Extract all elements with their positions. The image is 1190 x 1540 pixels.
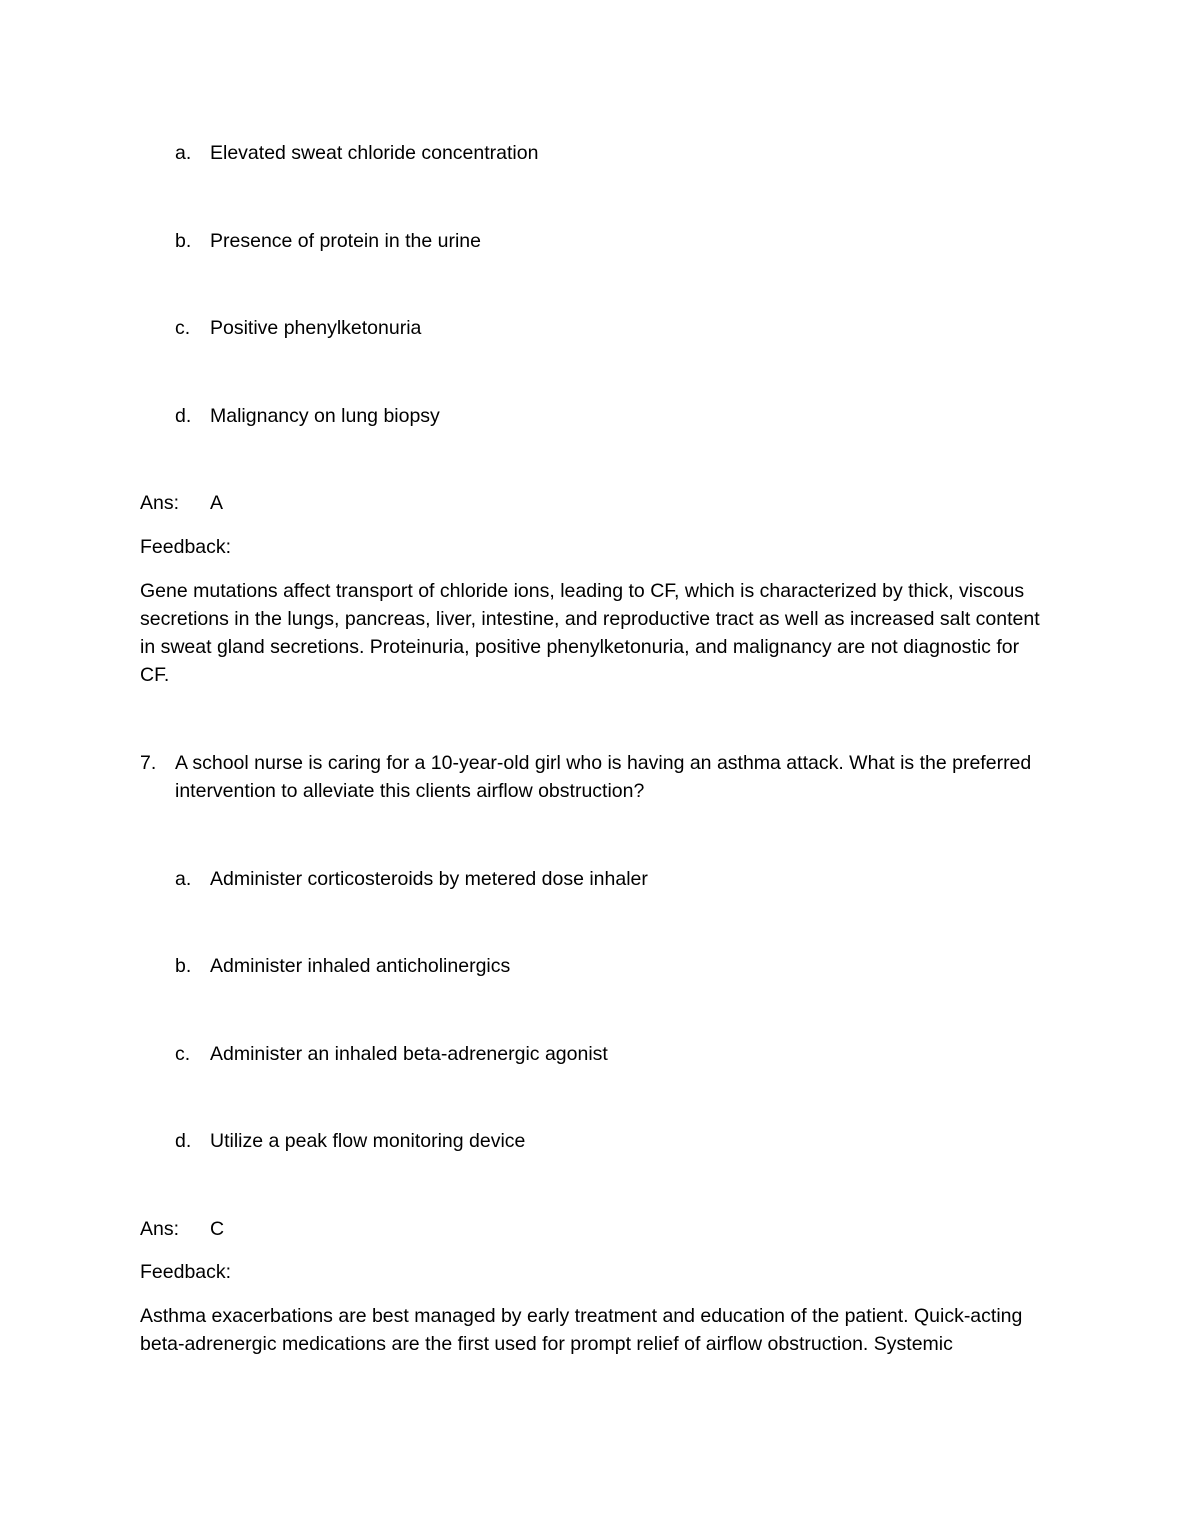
option-letter: a.	[175, 868, 192, 890]
answer-line	[140, 489, 223, 517]
answer-value: C	[210, 1218, 225, 1240]
option-letter: c.	[175, 1043, 191, 1065]
question-7	[140, 749, 1050, 805]
option-text: Administer inhaled anticholinergics	[210, 955, 511, 977]
option-c	[175, 1040, 608, 1068]
option-c	[175, 314, 421, 342]
answer-line	[140, 1215, 224, 1243]
option-text: Elevated sweat chloride concentration	[210, 142, 539, 164]
question-number: 7.	[140, 752, 157, 774]
feedback-text: Asthma exacerbations are best managed by early treatment and education of the patient. Quick-acting beta-adrenergic medications are the first used for prompt relief of airflow obstruction. Systemic	[140, 1305, 1023, 1355]
option-text: Utilize a peak flow monitoring device	[210, 1130, 526, 1152]
option-d	[175, 1127, 525, 1155]
option-text: Administer corticosteroids by metered dose inhaler	[210, 868, 648, 890]
feedback-label: Feedback:	[140, 536, 232, 558]
option-a	[175, 865, 648, 893]
option-a	[175, 139, 538, 167]
option-letter: b.	[175, 955, 192, 977]
feedback-text: Gene mutations affect transport of chloride ions, leading to CF, which is characterized by thick, viscous secretions in the lungs, pancreas, liver, intestine, and reproductive tract as well as increased salt content in sweat gland secretions. Proteinuria, positive phenylketonuria, and malignancy are not diagnostic for CF.	[140, 580, 1040, 686]
option-b	[175, 952, 510, 980]
option-d	[175, 402, 440, 430]
option-letter: d.	[175, 405, 192, 427]
option-letter: c.	[175, 317, 191, 339]
answer-label: Ans:	[140, 1218, 180, 1240]
question-text: A school nurse is caring for a 10-year-old girl who is having an asthma attack. What is the preferred intervention to alleviate this clients airflow obstruction?	[175, 752, 1032, 802]
option-text: Positive phenylketonuria	[210, 317, 422, 339]
option-letter: d.	[175, 1130, 192, 1152]
option-letter: a.	[175, 142, 192, 164]
option-letter: b.	[175, 230, 192, 252]
answer-label: Ans:	[140, 492, 180, 514]
answer-value: A	[210, 492, 224, 514]
feedback-label: Feedback:	[140, 1261, 232, 1283]
option-text: Administer an inhaled beta-adrenergic agonist	[210, 1043, 608, 1065]
option-b	[175, 227, 481, 255]
option-text: Presence of protein in the urine	[210, 230, 482, 252]
option-text: Malignancy on lung biopsy	[210, 405, 440, 427]
